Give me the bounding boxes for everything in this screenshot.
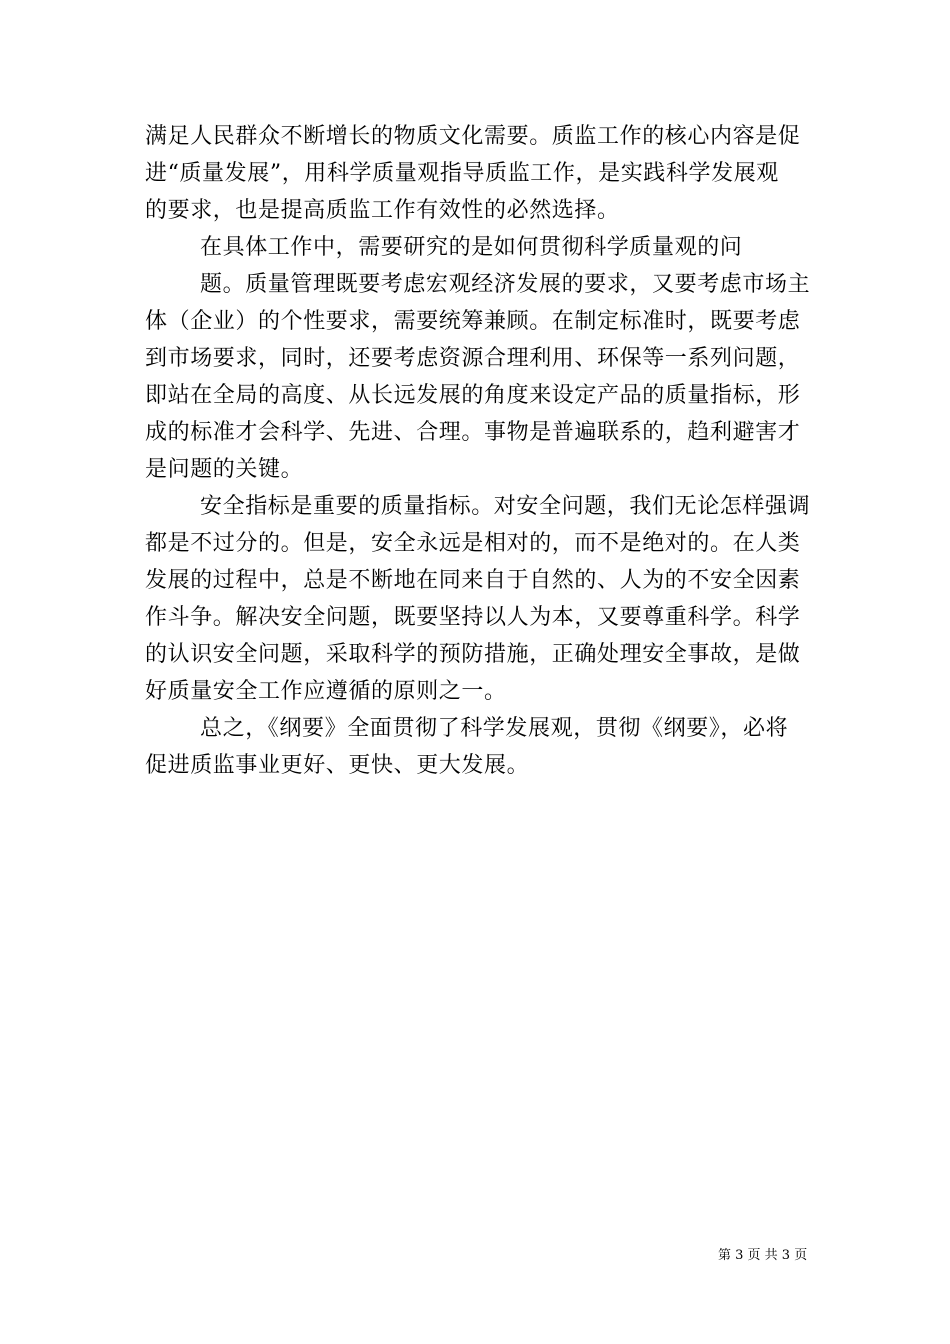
text-line: 到市场要求，同时，还要考虑资源合理利用、环保等一系列问题， [145, 346, 801, 371]
text-line: 总之，《纲要》全面贯彻了科学发展观，贯彻《纲要》，必将 [200, 716, 789, 741]
text-line: 安全指标是重要的质量指标。对安全问题，我们无论怎样强调 [200, 494, 811, 519]
text-line: 即站在全局的高度、从长远发展的角度来设定产品的质量指标，形 [145, 383, 801, 408]
text-line: 进“质量发展”，用科学质量观指导质监工作，是实践科学发展观 [145, 161, 779, 186]
text-line: 好质量安全工作应遵循的原则之一。 [145, 679, 507, 704]
text-line: 满足人民群众不断增长的物质文化需要。质监工作的核心内容是促 [145, 124, 801, 149]
text-line: 题。质量管理既要考虑宏观经济发展的要求，又要考虑市场主 [200, 272, 811, 297]
text-line: 体（企业）的个性要求，需要统筹兼顾。在制定标准时，既要考虑 [145, 309, 801, 334]
text-line: 是问题的关键。 [145, 457, 304, 482]
text-line: 都是不过分的。但是，安全永远是相对的，而不是绝对的。在人类 [145, 531, 801, 556]
text-line: 作斗争。解决安全问题，既要坚持以人为本，又要尊重科学。科学 [145, 605, 801, 630]
page-number: 第 3 页 共 3 页 [718, 1248, 808, 1263]
text-line: 发展的过程中，总是不断地在同来自于自然的、人为的不安全因素 [145, 568, 801, 593]
text-line: 的认识安全问题，采取科学的预防措施，正确处理安全事故，是做 [145, 642, 801, 667]
text-line: 的要求，也是提高质监工作有效性的必然选择。 [145, 198, 620, 223]
text-line: 成的标准才会科学、先进、合理。事物是普遍联系的，趋利避害才 [145, 420, 801, 445]
text-line: 促进质监事业更好、更快、更大发展。 [145, 753, 530, 778]
body-text [145, 118, 810, 784]
text-line: 在具体工作中，需要研究的是如何贯彻科学质量观的问 [200, 235, 743, 260]
